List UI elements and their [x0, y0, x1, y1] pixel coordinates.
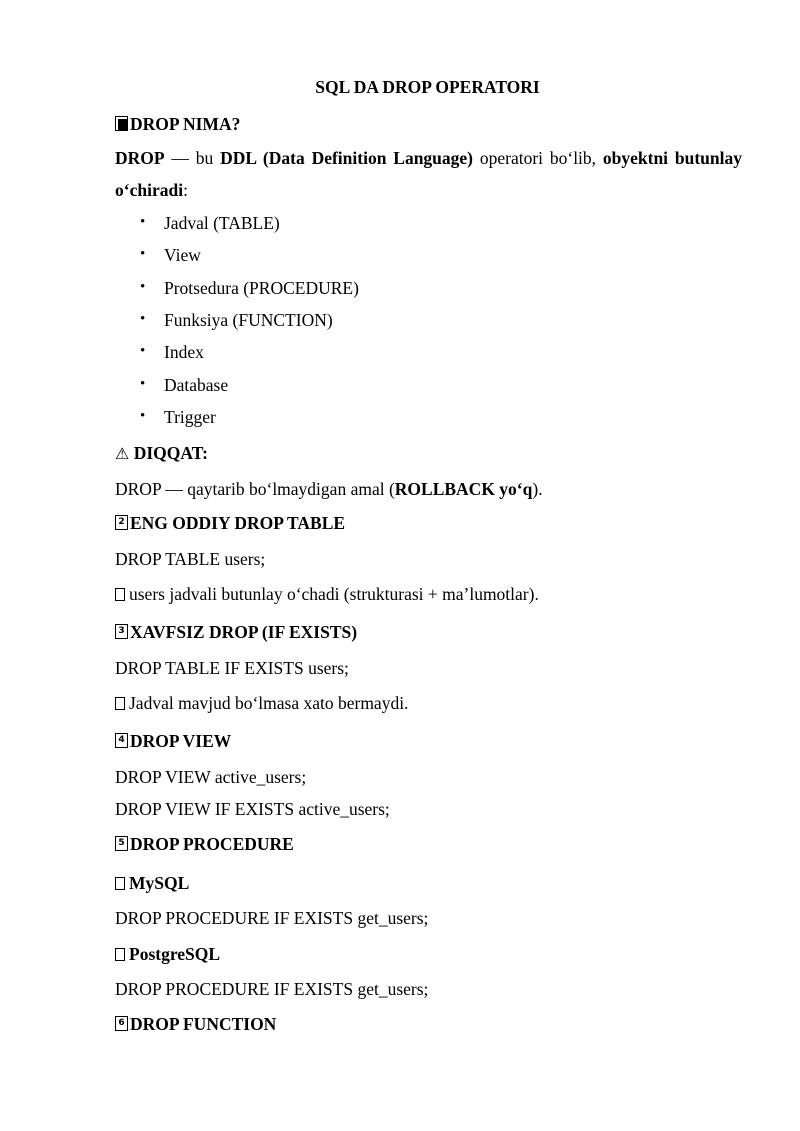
warning-text: DROP — qaytarib bo‘lmaydigan amal (ROLLBACK yo‘q).: [115, 479, 543, 499]
checkmark-icon: [115, 948, 125, 961]
number-1-icon: [115, 116, 128, 131]
number-6-icon: 6: [115, 1016, 128, 1031]
code-line: DROP VIEW active_users;: [115, 767, 307, 787]
section-heading-drop-procedure: 5 DROP PROCEDURE: [115, 834, 294, 855]
code-line: DROP TABLE IF EXISTS users;: [115, 658, 349, 678]
arrow-icon: [115, 697, 125, 710]
note-line: Jadval mavjud bo‘lmasa xato bermaydi.: [115, 693, 408, 714]
section-heading-xavfsiz: 3 XAVFSIZ DROP (IF EXISTS): [115, 622, 357, 643]
arrow-icon: [115, 588, 125, 601]
number-3-icon: 3: [115, 624, 128, 639]
number-5-icon: 5: [115, 836, 128, 851]
number-4-icon: 4: [115, 733, 128, 748]
section-heading-drop-function: 6 DROP FUNCTION: [115, 1014, 276, 1035]
section-heading-drop-view: 4 DROP VIEW: [115, 731, 231, 752]
warning-icon: ⚠: [115, 444, 130, 463]
section-heading-eng-oddiy: 2 ENG ODDIY DROP TABLE: [115, 513, 345, 534]
number-2-icon: 2: [115, 515, 128, 530]
note-line: users jadvali butunlay o‘chadi (strukturasi + ma’lumotlar).: [115, 584, 539, 605]
code-line: DROP PROCEDURE IF EXISTS get_users;: [115, 979, 429, 999]
code-line: DROP PROCEDURE IF EXISTS get_users;: [115, 908, 429, 928]
code-line: DROP VIEW IF EXISTS active_users;: [115, 799, 390, 819]
checkmark-icon: [115, 877, 125, 890]
document-page: SQL DA DROP OPERATORI DROP NIMA? DROP — bu DDL (Data Definition Language) operatori bo‘lib, obyektni butunlay o‘chiradi: • Jadval (TABLE) • View • Protsedura (PROCEDURE) • Funksiya (FUNCTION) • Index • Database • Trigger ⚠ DIQQAT: DROP — qaytarib bo‘lmaydigan amal (ROLLBACK yo‘q). 2 ENG ODDIY DROP TABLE DROP TABLE users; users jadvali butunlay o‘chadi (strukturasi + ma’lumotlar). 3 XAVFSIZ DROP (IF EXISTS) DROP TABLE IF EXISTS users; Jadval mavjud bo‘lmasa xato bermaydi. 4 DROP VIEW DROP VIEW active_users; DROP VIEW IF EXISTS active_users; 5 DROP PROCEDURE MySQL DROP PROCEDURE IF EXISTS get_users; PostgreSQL DROP PROCEDURE IF EXISTS get_users; 6 DROP FUNCTION: [0, 0, 800, 1131]
warning-heading: ⚠ DIQQAT:: [115, 443, 208, 463]
page-title: SQL DA DROP OPERATORI: [315, 77, 540, 97]
intro-paragraph: DROP — bu DDL (Data Definition Language) operatori bo‘lib, obyektni butunlay o‘chiradi:: [115, 148, 743, 200]
code-line: DROP TABLE users;: [115, 549, 266, 569]
section-heading-drop-nima: DROP NIMA?: [115, 114, 240, 135]
postgresql-subheading: PostgreSQL: [115, 944, 220, 965]
mysql-subheading: MySQL: [115, 873, 189, 894]
